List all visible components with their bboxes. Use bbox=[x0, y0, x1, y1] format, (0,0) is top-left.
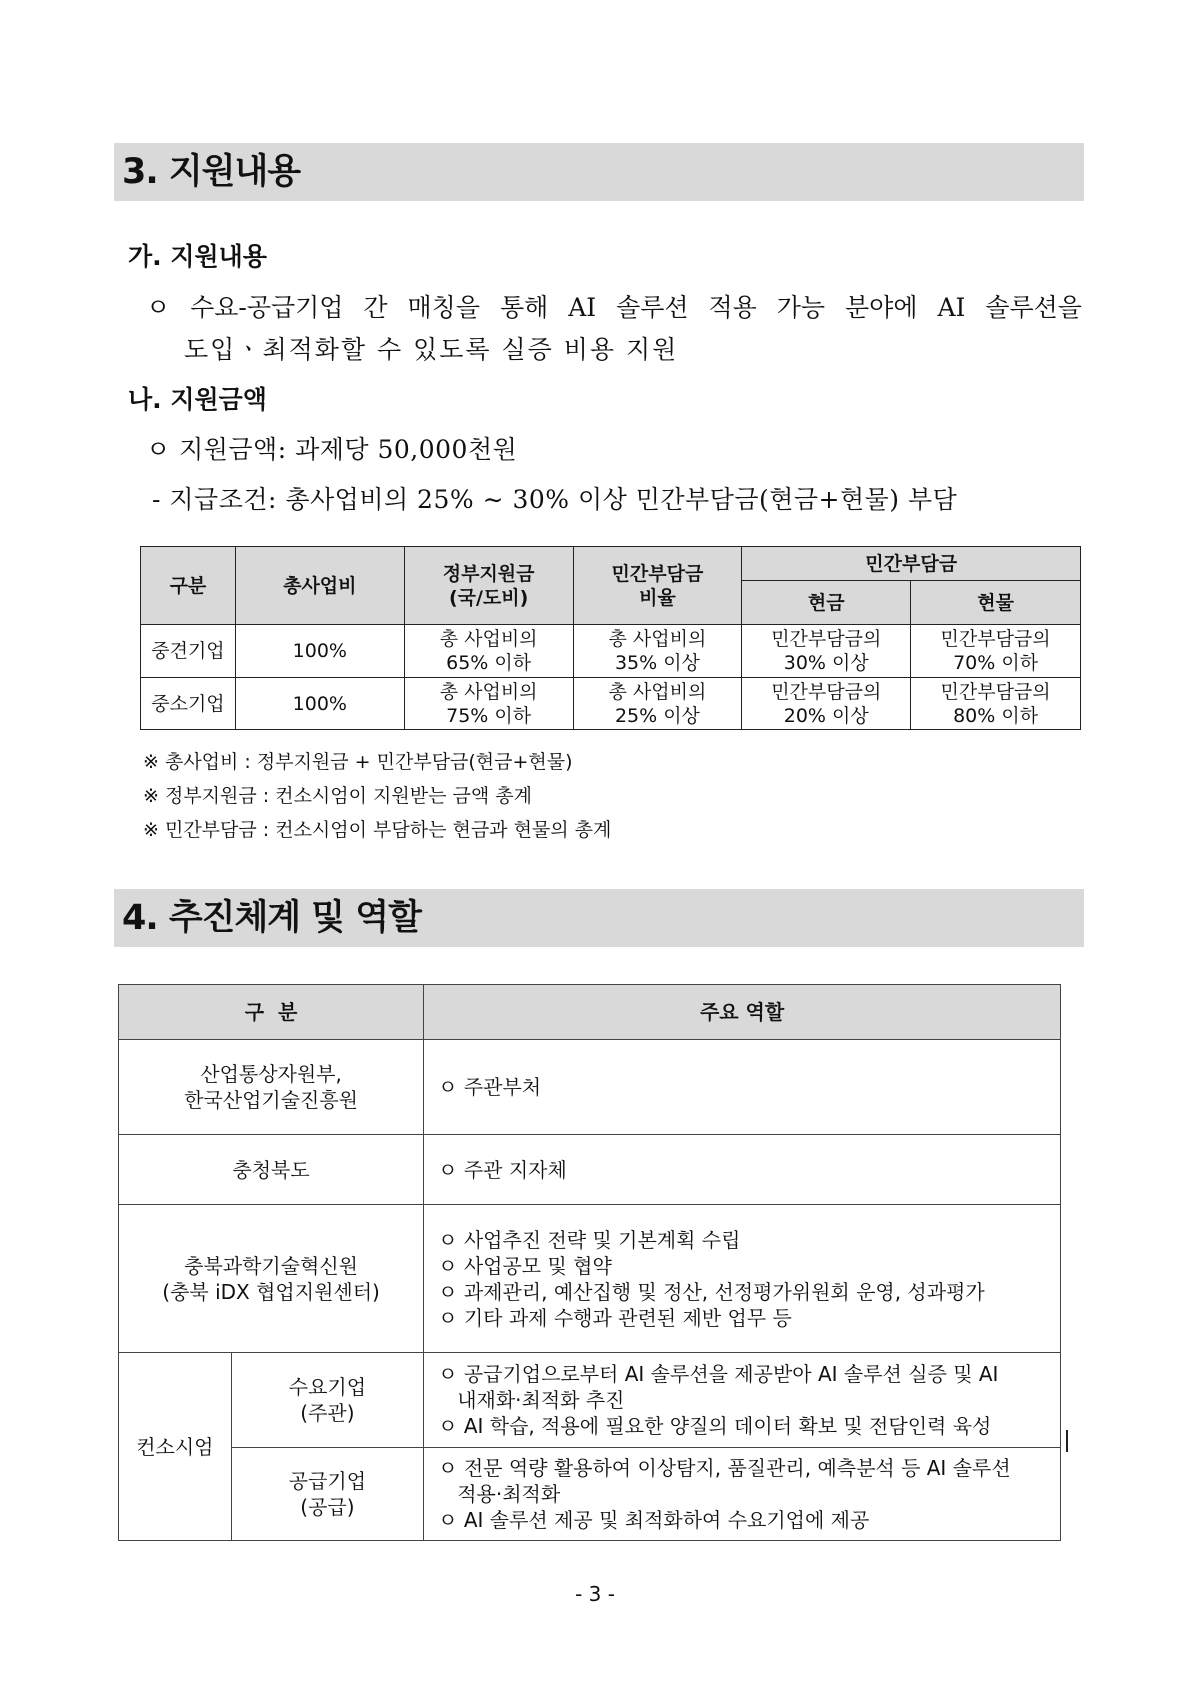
th-cash: 현금 bbox=[742, 581, 911, 625]
row-type: 중견기업 bbox=[141, 625, 236, 678]
row-gov: 총 사업비의 75% 이하 bbox=[404, 678, 573, 730]
section-3-title: 3. 지원내용 bbox=[122, 152, 301, 192]
payment-condition: - 지급조건: 총사업비의 25% ∼ 30% 이상 민간부담금(현금+현물) 부담 bbox=[152, 485, 958, 514]
role-cbist: ㅇ 사업추진 전략 및 기본계획 수립 ㅇ 사업공모 및 협약 ㅇ 과제관리, 예산집행 및 정산, 선정평가위원회 운영, 성과평가 ㅇ 기타 과제 수행과 관련된 제반 업무 등 bbox=[424, 1205, 1061, 1353]
th-gubun: 구분 bbox=[141, 547, 236, 625]
row-total: 100% bbox=[235, 625, 404, 678]
support-amount-table bbox=[140, 546, 1081, 730]
section-4-title: 4. 추진체계 및 역할 bbox=[122, 898, 421, 938]
note-private-burden: ※ 민간부담금 : 컨소시엄이 부담하는 현금과 현물의 총계 bbox=[143, 819, 612, 841]
org-ministry: 산업통상자원부, 한국산업기술진흥원 bbox=[119, 1040, 424, 1135]
row-cash: 민간부담금의 30% 이상 bbox=[742, 625, 911, 678]
bullet-a-line2: 도입ㆍ최적화할 수 있도록 실증 비용 지원 bbox=[184, 335, 679, 364]
role-supply: ㅇ 전문 역량 활용하여 이상탐지, 품질관리, 예측분석 등 AI 솔루션 적용·최적화 ㅇ AI 솔루션 제공 및 최적화하여 수요기업에 제공 bbox=[424, 1448, 1061, 1541]
row-type: 중소기업 bbox=[141, 678, 236, 730]
role-demand: ㅇ 공급기업으로부터 AI 솔루션을 제공받아 AI 솔루션 실증 및 AI 내재화·최적화 추진 ㅇ AI 학습, 적용에 필요한 양질의 데이터 확보 및 전담인력 육성 bbox=[424, 1353, 1061, 1448]
row-ratio: 총 사업비의 25% 이상 bbox=[573, 678, 742, 730]
th-total-cost: 총사업비 bbox=[235, 547, 404, 625]
note-gov-support: ※ 정부지원금 : 컨소시엄이 지원받는 금액 총계 bbox=[143, 785, 532, 807]
th-private-burden: 민간부담금 bbox=[742, 547, 1081, 581]
org-consortium: 컨소시엄 bbox=[119, 1353, 232, 1541]
role-ministry: ㅇ 주관부처 bbox=[424, 1040, 1061, 1135]
bullet-a-line1: ㅇ 수요-공급기업 간 매칭을 통해 AI 솔루션 적용 가능 분야에 AI 솔루션을 bbox=[146, 293, 1082, 322]
table-row bbox=[141, 678, 1081, 730]
th-in-kind: 현물 bbox=[911, 581, 1081, 625]
row-total: 100% bbox=[235, 678, 404, 730]
row-cash: 민간부담금의 20% 이상 bbox=[742, 678, 911, 730]
org-cbist: 충북과학기술혁신원 (충북 iDX 협업지원센터) bbox=[119, 1205, 424, 1353]
row-ratio: 총 사업비의 35% 이상 bbox=[573, 625, 742, 678]
org-chungbuk: 충청북도 bbox=[119, 1135, 424, 1205]
th-category: 구 분 bbox=[119, 985, 424, 1040]
subheading-a: 가. 지원내용 bbox=[128, 242, 267, 271]
table-row bbox=[119, 1448, 1061, 1541]
subheading-b: 나. 지원금액 bbox=[128, 385, 267, 414]
roles-table bbox=[118, 984, 1061, 1541]
row-inkind: 민간부담금의 70% 이하 bbox=[911, 625, 1081, 678]
row-inkind: 민간부담금의 80% 이하 bbox=[911, 678, 1081, 730]
margin-mark bbox=[1066, 1430, 1068, 1452]
table-row bbox=[119, 1205, 1061, 1353]
role-chungbuk: ㅇ 주관 지자체 bbox=[424, 1135, 1061, 1205]
support-amount: ㅇ 지원금액: 과제당 50,000천원 bbox=[146, 435, 518, 464]
table-row bbox=[141, 625, 1081, 678]
table-row bbox=[119, 1353, 1061, 1448]
page-number: - 3 - bbox=[575, 1582, 615, 1606]
th-gov-support: 정부지원금 (국/도비) bbox=[404, 547, 573, 625]
note-total-cost: ※ 총사업비 : 정부지원금 + 민간부담금(현금+현물) bbox=[143, 751, 573, 773]
row-gov: 총 사업비의 65% 이하 bbox=[404, 625, 573, 678]
table-row bbox=[119, 1040, 1061, 1135]
org-demand: 수요기업 (주관) bbox=[231, 1353, 423, 1448]
th-private-ratio: 민간부담금 비율 bbox=[573, 547, 742, 625]
th-main-role: 주요 역할 bbox=[424, 985, 1061, 1040]
org-supply: 공급기업 (공급) bbox=[231, 1448, 423, 1541]
table-row bbox=[119, 1135, 1061, 1205]
